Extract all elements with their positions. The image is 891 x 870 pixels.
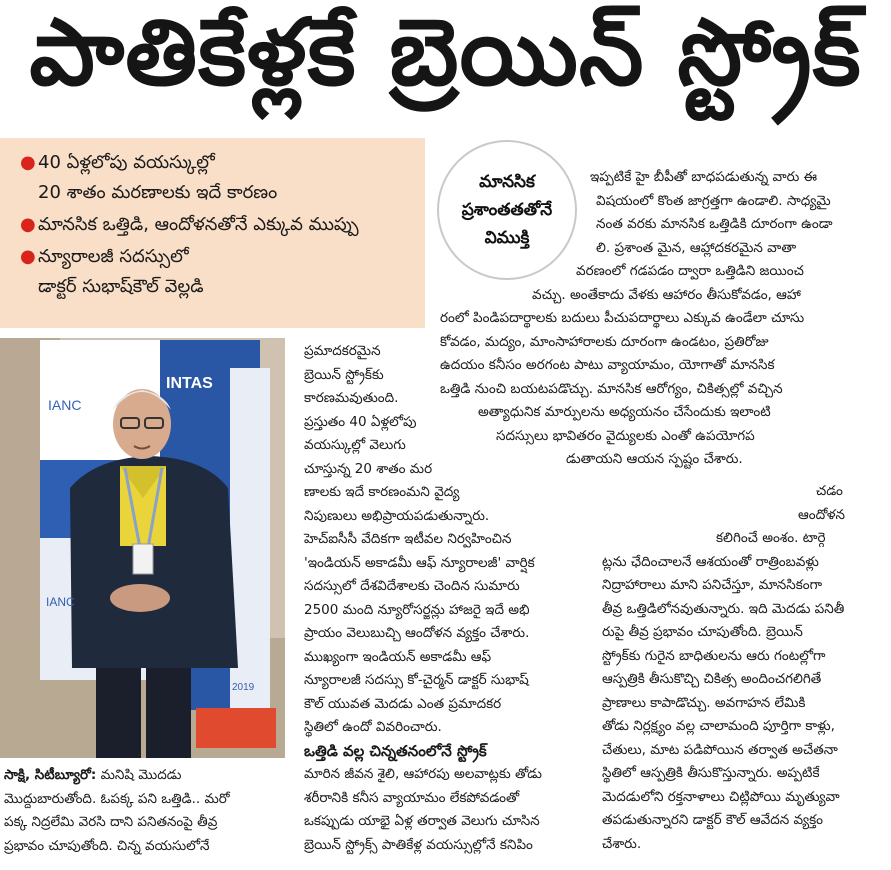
bullet-icon: ● (20, 152, 36, 173)
bullet-icon: ● (20, 214, 36, 235)
text-line: మొద్దుబారుతోంది. ఓపక్క పని ఒత్తిడి.. మరో (4, 790, 230, 807)
text-line: 2500 మంది న్యూరోసర్జన్లు హాజరై ఇదే అభి (304, 601, 530, 618)
text-line: ప్రాయం వెలుబుచ్చి ఆందోళన వ్యక్తం చేశారు. (304, 625, 530, 641)
text-line: తపడుతున్నారని డాక్టర్ కౌల్ ఆవేదన వ్యక్తం (602, 812, 824, 828)
text-line: నిపుణులు అభిప్రాయపడుతున్నారు. (304, 507, 490, 524)
bullet-icon: ● (20, 246, 36, 267)
text-line: చడం (816, 483, 843, 499)
text-line: తోడు నిర్లక్ష్యం వల్ల చాలామంది పూర్తిగా కాళ్లు, (602, 718, 835, 734)
text-line: స్థితిలో ఆస్పత్రికి తీసుకొస్తున్నారు. అప్పటికే (602, 765, 820, 781)
text-line: తీవ్ర ఒత్తిడిలోనవుతున్నారు. ఇది మెదడు పనితీ (602, 600, 845, 617)
text-line: హెచ్‌ఐసీసీ వేదికగా ఇటీవల నిర్వహించిన (304, 531, 512, 547)
text-line: ఒకప్పుడు యాభై ఏళ్ల తర్వాత వెలుగు చూసిన (304, 813, 540, 829)
text-line: కలిగించే అంశం. టార్గె (716, 530, 826, 546)
banner-text: IANC (48, 397, 82, 413)
text-line: చేతులు, మాట పడిపోయిన తర్వాత అచేతనా (602, 741, 838, 758)
text-line: కారణమవుతుంది. (304, 390, 399, 406)
text-line: శరీరానికి కనీస వ్యాయామం లేకపోవడంతో (304, 789, 520, 806)
highlight-line: మానసిక ఒత్తిడి, ఆందోళనతోనే ఎక్కువ ముప్పు (38, 214, 359, 235)
text-line: 'ఇండియన్ అకాడమీ ఆఫ్ న్యూరాలజీ' వార్షిక (304, 554, 535, 571)
text-line: ణాలకు ఇదే కారణంమని వైద్య (304, 484, 460, 500)
text-line: ప్రస్తుతం 40 ఏళ్లలోపు (304, 413, 417, 430)
text-line: పక్క నిద్రలేమి వెరసి దాని పనితనంపై తీవ్ర (4, 814, 218, 830)
highlight-item (20, 148, 413, 208)
text-line: విషయంలో కొంత జాగ్రత్తగా ఉండాలి. సాధ్యమై (596, 192, 831, 209)
text-line: వయస్కుల్లో వెలుగు (304, 437, 406, 453)
text-line: మారిన జీవన శైలి, ఆహారపు అలవాట్లకు తోడు (304, 766, 542, 782)
text-line: ఆస్పత్రికి తీసుకొచ్చి చికిత్స అందించగలిగితే (602, 671, 822, 687)
highlight-line: న్యూరాలజీ సదస్సులో (38, 246, 189, 267)
highlight-item (20, 242, 413, 302)
highlight-line: 40 ఏళ్లలోపు వయస్కుల్లో (38, 152, 215, 173)
text-line: సదస్సులో దేశవిదేశాలకు చెందిన సుమారు (304, 578, 520, 594)
text-line: కౌల్ యువత మెదడు ఎంత ప్రమాదకర (304, 695, 502, 712)
highlight-line: 20 శాతం మరణాలకు ఇదే కారణం (38, 182, 278, 203)
text-line: రంలో పిండిపదార్థాలకు బదులు పీచుపదార్థాలు ఎక్కువ ఉండేలా చూసు (440, 310, 805, 326)
section-subheading: ఒత్తిడి వల్ల చిన్నతనంలోనే స్ట్రోక్ (304, 741, 487, 760)
text-line: ఆందోళన (798, 506, 846, 523)
text-line: మెదడులోని రక్తనాళాలు చిట్లిపోయి మృత్యువా (602, 788, 840, 805)
text-line: నంత వరకు మానసిక ఒత్తిడికి దూరంగా ఉండా (596, 216, 833, 232)
text-line: స్ట్రోక్‌కు గురైన బాధితులను ఆరు గంటల్లోగా (602, 647, 826, 664)
text-line: ప్రభావం చూపుతోంది. చిన్న వయసులోనే (4, 837, 210, 854)
headline: పాతికేళ్లకే బ్రెయిన్ స్ట్రోక్ (29, 0, 862, 106)
article-column-middle (304, 340, 594, 857)
text-line: ప్రాణాలు కాపాడొచ్చు. అవగాహన లేమికి (602, 694, 806, 711)
pull-quote-line: మానసిక (479, 172, 535, 192)
text-line: స్థితిలో ఉందో వివరించారు. (304, 719, 442, 735)
text-line: కోవడం, మద్యం, మాంసాహారాలకు దూరంగా ఉండటం, ప్రతిరోజు (440, 333, 769, 350)
text-line: ఉదయం కనీసం అరగంట పాటు వ్యాయామం, యోగాతో మానసిక (440, 357, 775, 373)
text-line: వచ్చు. అంతేకాదు వేళకు ఆహారం తీసుకోవడం, ఆహా (532, 286, 801, 303)
speaker-photo (0, 338, 285, 758)
text-line: బ్రెయిన్ స్ట్రోక్‌కు (304, 366, 384, 383)
pull-quote-line: ప్రశాంతతతోనే (461, 200, 553, 220)
text-line: ఒత్తిడి నుంచి బయటపడొచ్చు. మానసిక ఆరోగ్యం, చికిత్సల్లో వచ్చిన (440, 380, 783, 397)
banner-text: 2019 (232, 682, 255, 693)
text-line: ప్రమాదకరమైన (304, 343, 381, 359)
text-line: బ్రెయిన్ స్ట్రోక్స్ పాతికేళ్ల వయస్సుల్లోనే కనిపిం (304, 836, 533, 853)
byline-credit: సాక్షి, సిటీబ్యూరో: (4, 767, 97, 783)
article-column-right (602, 480, 884, 856)
text-line: ఇప్పటికే హై బీపీతో బాధపడుతున్న వారు ఈ (590, 169, 818, 185)
text-line: అత్యాధునిక మార్పులను అధ్యయనం చేసేందుకు ఇలాంటి (478, 404, 771, 420)
text-line: డుతాయని ఆయన స్పష్టం చేశారు. (566, 451, 743, 467)
text-line: న్యూరాలజీ సదస్సు కో-చైర్మన్ డాక్టర్ సుభాష్ (304, 672, 529, 688)
text-line: ట్లను ఛేదించాలనే ఆశయంతో రాత్రింబవళ్లు (602, 553, 819, 570)
text-line: ముఖ్యంగా ఇండియన్ అకాడమీ ఆఫ్ (304, 648, 492, 665)
banner-text: IANC (46, 595, 75, 609)
text-line: నిద్రాహారాలు మాని పనిచేస్తూ, మానసికంగా (602, 577, 823, 593)
highlights-box (0, 138, 425, 328)
text-line: చూస్తున్న 20 శాతం మర (304, 460, 433, 477)
text-line: రుపై తీవ్ర ప్రభావం చూపుతోంది. బ్రెయిన్ (602, 624, 803, 640)
byline-block (4, 764, 284, 858)
highlight-item (20, 210, 413, 240)
text-line: లి. ప్రశాంత మైన, ఆహ్లాదకరమైన వాతా (596, 239, 797, 256)
text-line: మనిషి మొదడు (100, 767, 182, 783)
text-line: వరణంలో గడపడం ద్వారా ఒత్తిడిని జయించ (576, 263, 804, 279)
banner-text: INTAS (166, 375, 213, 392)
highlight-line: డాక్టర్ సుభాష్‌కౌల్ వెల్లడి (38, 276, 204, 297)
pull-quote-line: విముక్తి (484, 228, 530, 248)
text-line: సదస్సులు భావితరం వైద్యులకు ఎంతో ఉపయోగప (496, 427, 755, 444)
text-line: చేశారు. (602, 835, 642, 852)
